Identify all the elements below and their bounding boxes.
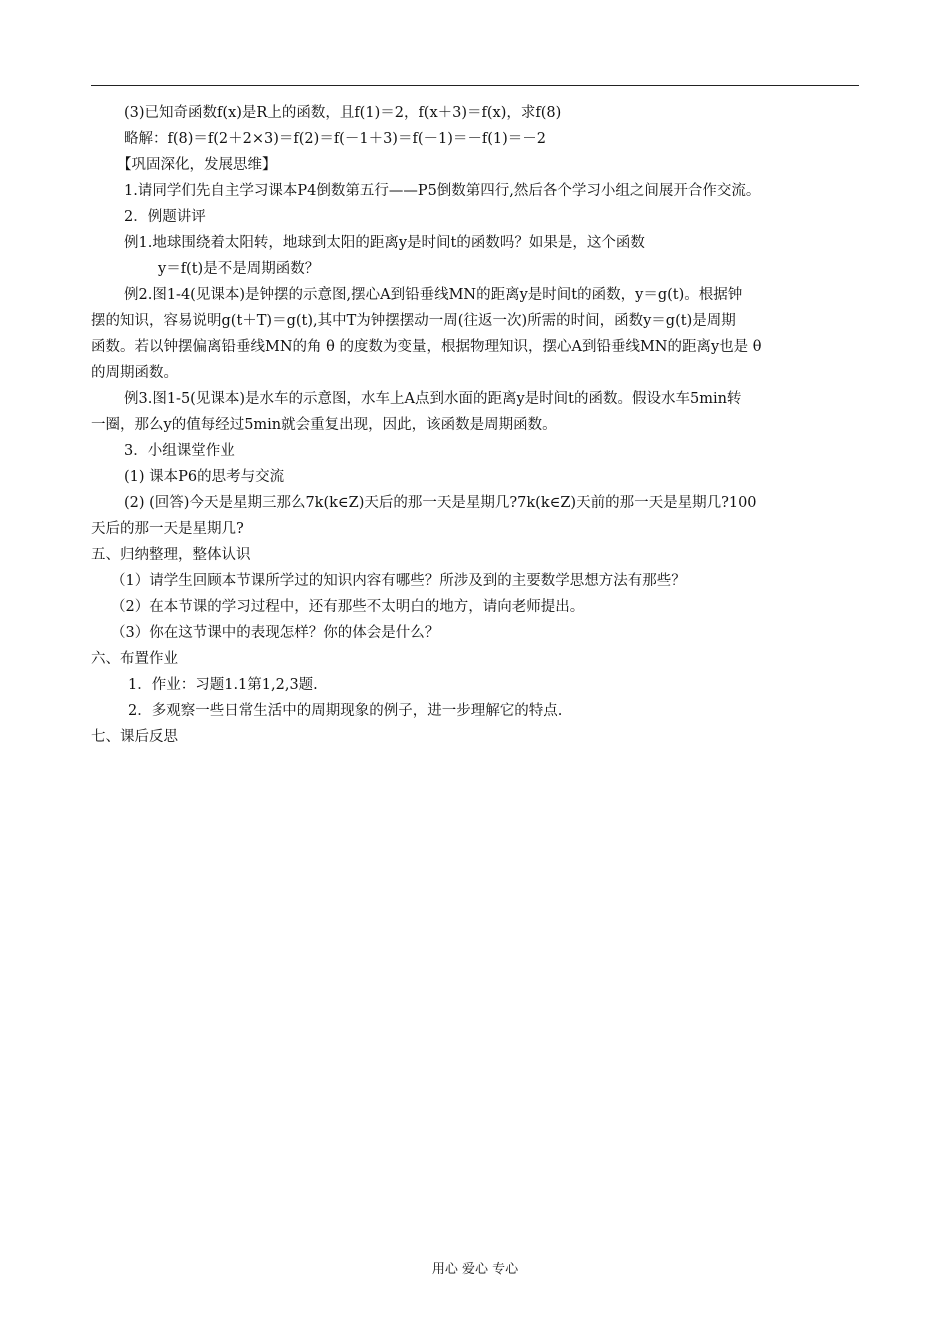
section-heading-homework: 六、布置作业: [91, 651, 178, 667]
text-line-11: 的周期函数。: [91, 365, 178, 381]
text-line-10: 函数。若以钟摆偏离铅垂线MN的角 θ 的度数为变量，根据物理知识，摆心A到铅垂线MN的距离y也是 θ: [91, 339, 762, 355]
text-line-24: 2．多观察一些日常生活中的周期现象的例子，进一步理解它的特点.: [128, 703, 563, 719]
text-line-4: 1.请同学们先自主学习课本P4倒数第五行——P5倒数第四行,然后各个学习小组之间展开合作交流。: [124, 183, 761, 199]
text-line-1: (3)已知奇函数f(x)是R上的函数，且f(1)＝2，f(x＋3)＝f(x)，求f(8): [124, 105, 562, 121]
section-heading-summary: 五、归纳整理，整体认识: [91, 547, 251, 563]
text-line-13: 一圈，那么y的值每经过5min就会重复出现，因此，该函数是周期函数。: [91, 417, 557, 433]
text-line-20: （2）在本节课的学习过程中，还有那些不太明白的地方，请向老师提出。: [111, 599, 585, 615]
text-line-14: 3．小组课堂作业: [124, 443, 235, 459]
text-line-19: （1）请学生回顾本节课所学过的知识内容有哪些？所涉及到的主要数学思想方法有那些？: [111, 573, 686, 589]
text-line-16: (2) (回答)今天是星期三那么7k(k∈Z)天后的那一天是星期几?7k(k∈Z)天前的那一天是星期几?100: [124, 495, 757, 511]
page-footer: 用心 爱心 专心: [431, 1262, 519, 1277]
text-line-15: (1) 课本P6的思考与交流: [124, 469, 285, 485]
text-line-21: （3）你在这节课中的表现怎样？你的体会是什么？: [111, 625, 440, 641]
text-line-8: 例2.图1-4(见课本)是钟摆的示意图,摆心A到铅垂线MN的距离y是时间t的函数，y＝g(t)。根据钟: [124, 287, 743, 303]
text-line-7: y＝f(t)是不是周期函数？: [158, 261, 320, 277]
text-line-6: 例1.地球围绕着太阳转，地球到太阳的距离y是时间t的函数吗？如果是，这个函数: [124, 235, 645, 251]
text-line-23: 1．作业：习题1.1第1,2,3题.: [128, 677, 318, 693]
text-line-17: 天后的那一天是星期几?: [91, 521, 244, 537]
section-heading-consolidate: 【巩固深化，发展思维】: [117, 157, 277, 173]
text-line-9: 摆的知识，容易说明g(t＋T)＝g(t),其中T为钟摆摆动一周(往返一次)所需的时间，函数y＝g(t)是周期: [91, 313, 736, 329]
text-line-5: 2．例题讲评: [124, 209, 206, 225]
section-heading-reflection: 七、课后反思: [91, 729, 178, 745]
text-line-2: 略解：f(8)＝f(2＋2×3)＝f(2)＝f(－1＋3)＝f(－1)＝－f(1)＝－2: [124, 131, 546, 147]
text-line-12: 例3.图1-5(见课本)是水车的示意图，水车上A点到水面的距离y是时间t的函数。假设水车5min转: [124, 391, 742, 407]
header-rule: [91, 85, 859, 86]
